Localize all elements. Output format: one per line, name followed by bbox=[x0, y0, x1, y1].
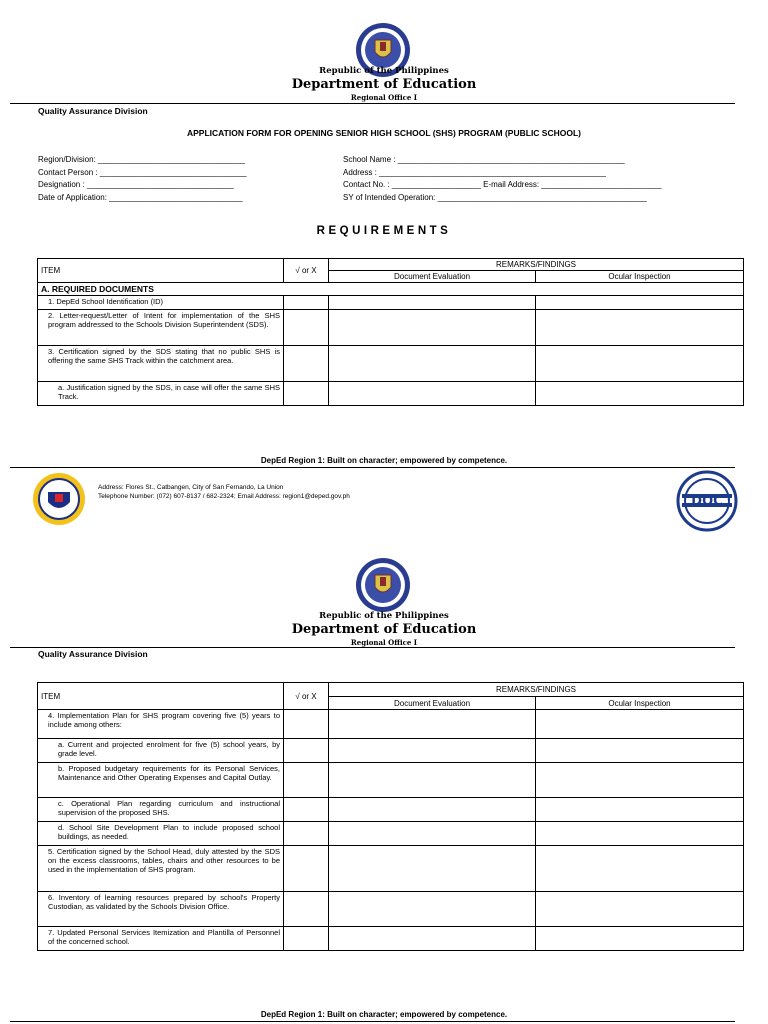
doc-eval-cell[interactable] bbox=[329, 927, 536, 951]
table-row bbox=[38, 846, 744, 892]
doc-eval-cell[interactable] bbox=[329, 346, 536, 382]
ocular-cell[interactable] bbox=[536, 310, 744, 346]
table-row bbox=[38, 310, 744, 346]
section-a-row: A. REQUIRED DOCUMENTS bbox=[38, 283, 744, 296]
check-cell[interactable] bbox=[284, 710, 329, 739]
check-cell[interactable] bbox=[284, 846, 329, 892]
requirements-heading: REQUIREMENTS bbox=[316, 225, 452, 237]
row-item-text: 6. Inventory of learning resources prepared by school's Property Custodian, as validated by the Schools Division Office. bbox=[38, 892, 284, 927]
republic-text: Republic of the Philippines bbox=[319, 66, 449, 76]
table-row bbox=[38, 296, 744, 310]
ocular-cell[interactable] bbox=[536, 822, 744, 846]
ocular-cell[interactable] bbox=[536, 382, 744, 406]
check-cell[interactable] bbox=[284, 310, 329, 346]
footer-contact: Telephone Number: (072) 607-8137 / 682-2324; Email Address: region1@deped.gov.ph bbox=[98, 493, 350, 500]
table-row bbox=[38, 927, 744, 951]
footer-address: Address: Flores St., Catbangen, City of San Fernando, La Union bbox=[98, 484, 284, 491]
table-row bbox=[38, 763, 744, 798]
ocular-cell[interactable] bbox=[536, 892, 744, 927]
row-item-text: 3. Certification signed by the SDS stating that no public SHS is offering the same SHS Track within the catchment area. bbox=[38, 346, 284, 382]
check-cell[interactable] bbox=[284, 296, 329, 310]
row-item-text: b. Proposed budgetary requirements for its Personal Services, Maintenance and Other Operating Expenses and Capital Outlay. bbox=[38, 763, 284, 798]
row-item-text: 7. Updated Personal Services Itemization and Plantilla of Personnel of the concerned school. bbox=[38, 927, 284, 951]
col-item-header: ITEM bbox=[38, 683, 284, 710]
fields-left bbox=[38, 155, 247, 205]
col-item-header: ITEM bbox=[38, 259, 284, 283]
col-remarks-header: REMARKS/FINDINGS bbox=[329, 259, 744, 271]
fields-right bbox=[343, 155, 662, 205]
doc-eval-cell[interactable] bbox=[329, 382, 536, 406]
designation-field[interactable]: Designation : _________________________________ bbox=[38, 180, 234, 189]
ocular-cell[interactable] bbox=[536, 739, 744, 763]
sy-operation-field[interactable]: SY of Intended Operation: _______________________________________________ bbox=[343, 192, 647, 202]
footer-motto: DepEd Region 1: Built on character; empowered by competence. bbox=[260, 456, 508, 465]
contact-person-field[interactable]: Contact Person : _________________________________ bbox=[38, 167, 247, 177]
row-item-text: 1. DepEd School Identification (ID) bbox=[38, 296, 284, 310]
doc-eval-cell[interactable] bbox=[329, 296, 536, 310]
dqc-logo-text: DQC bbox=[691, 494, 723, 509]
col-remarks-header: REMARKS/FINDINGS bbox=[329, 683, 744, 697]
row-item-text: d. School Site Development Plan to include proposed school buildings, as needed. bbox=[38, 822, 284, 846]
division-label-page2: Quality Assurance Division bbox=[38, 649, 148, 659]
republic-text-page2: Republic of the Philippines bbox=[319, 611, 449, 621]
ocular-cell[interactable] bbox=[536, 763, 744, 798]
ocular-cell[interactable] bbox=[536, 346, 744, 382]
doc-eval-cell[interactable] bbox=[329, 739, 536, 763]
date-application-field[interactable]: Date of Application: ______________________________ bbox=[38, 192, 243, 202]
check-cell[interactable] bbox=[284, 892, 329, 927]
row-item-text: 5. Certification signed by the School Head, duly attested by the SDS on the excess classrooms, tables, chairs and other resources to be used in the implementation of SHS program. bbox=[38, 846, 284, 892]
region-seal-icon bbox=[32, 472, 86, 526]
regional-office-text-page2: Regional Office I bbox=[350, 638, 418, 647]
footer-motto-page2: DepEd Region 1: Built on character; empowered by competence. bbox=[260, 1010, 508, 1019]
table-row bbox=[38, 892, 744, 927]
check-cell[interactable] bbox=[284, 763, 329, 798]
school-name-field[interactable]: School Name : ___________________________________________________ bbox=[343, 155, 625, 164]
ocular-cell[interactable] bbox=[536, 927, 744, 951]
department-title-page2: Department of Education bbox=[291, 622, 477, 637]
check-cell[interactable] bbox=[284, 382, 329, 406]
col-ocular-header: Ocular Inspection bbox=[536, 697, 744, 710]
col-doc-eval-header: Document Evaluation bbox=[329, 271, 536, 283]
doc-eval-cell[interactable] bbox=[329, 892, 536, 927]
col-doc-eval-header: Document Evaluation bbox=[329, 697, 536, 710]
deped-seal-icon-page2 bbox=[355, 557, 411, 613]
table-row bbox=[38, 382, 744, 406]
check-cell[interactable] bbox=[284, 346, 329, 382]
ocular-cell[interactable] bbox=[536, 296, 744, 310]
requirements-table-page2 bbox=[37, 682, 744, 951]
col-check-header: √ or X bbox=[284, 683, 329, 710]
ocular-cell[interactable] bbox=[536, 798, 744, 822]
ocular-cell[interactable] bbox=[536, 846, 744, 892]
doc-eval-cell[interactable] bbox=[329, 846, 536, 892]
table-row bbox=[38, 710, 744, 739]
department-title: Department of Education bbox=[291, 77, 477, 92]
header-divider bbox=[10, 103, 735, 104]
row-item-text: a. Justification signed by the SDS, in case will offer the same SHS Track. bbox=[38, 382, 284, 406]
address-field[interactable]: Address : ___________________________________________________ bbox=[343, 167, 606, 177]
region-division-field[interactable]: Region/Division: _________________________________ bbox=[38, 155, 245, 164]
check-cell[interactable] bbox=[284, 822, 329, 846]
contact-email-field[interactable]: Contact No. : ____________________ E-mail Address: ___________________________ bbox=[343, 180, 662, 189]
col-ocular-header: Ocular Inspection bbox=[536, 271, 744, 283]
form-title: APPLICATION FORM FOR OPENING SENIOR HIGH SCHOOL (SHS) PROGRAM (PUBLIC SCHOOL) bbox=[187, 128, 581, 138]
table-row bbox=[38, 739, 744, 763]
doc-eval-cell[interactable] bbox=[329, 710, 536, 739]
check-cell[interactable] bbox=[284, 927, 329, 951]
ocular-cell[interactable] bbox=[536, 710, 744, 739]
footer-divider bbox=[10, 467, 735, 468]
row-item-text: a. Current and projected enrolment for five (5) school years, by grade level. bbox=[38, 739, 284, 763]
header-divider-page2 bbox=[10, 647, 735, 648]
row-item-text: 4. Implementation Plan for SHS program covering five (5) years to include among others: bbox=[38, 710, 284, 739]
regional-office-text: Regional Office I bbox=[350, 93, 418, 102]
table-row bbox=[38, 346, 744, 382]
doc-eval-cell[interactable] bbox=[329, 310, 536, 346]
doc-eval-cell[interactable] bbox=[329, 822, 536, 846]
row-item-text: c. Operational Plan regarding curriculum and instructional supervision of the proposed SHS. bbox=[38, 798, 284, 822]
dqc-certification-icon bbox=[676, 470, 738, 532]
row-item-text: 2. Letter-request/Letter of Intent for implementation of the SHS program addressed to the Schools Division Superintendent (SDS). bbox=[38, 310, 284, 346]
doc-eval-cell[interactable] bbox=[329, 798, 536, 822]
table-row bbox=[38, 822, 744, 846]
footer-divider-page2 bbox=[10, 1021, 735, 1022]
col-check-header: √ or X bbox=[284, 259, 329, 283]
check-cell[interactable] bbox=[284, 739, 329, 763]
check-cell[interactable] bbox=[284, 798, 329, 822]
requirements-table-page1 bbox=[37, 258, 744, 406]
table-row bbox=[38, 798, 744, 822]
division-label: Quality Assurance Division bbox=[38, 106, 148, 116]
doc-eval-cell[interactable] bbox=[329, 763, 536, 798]
